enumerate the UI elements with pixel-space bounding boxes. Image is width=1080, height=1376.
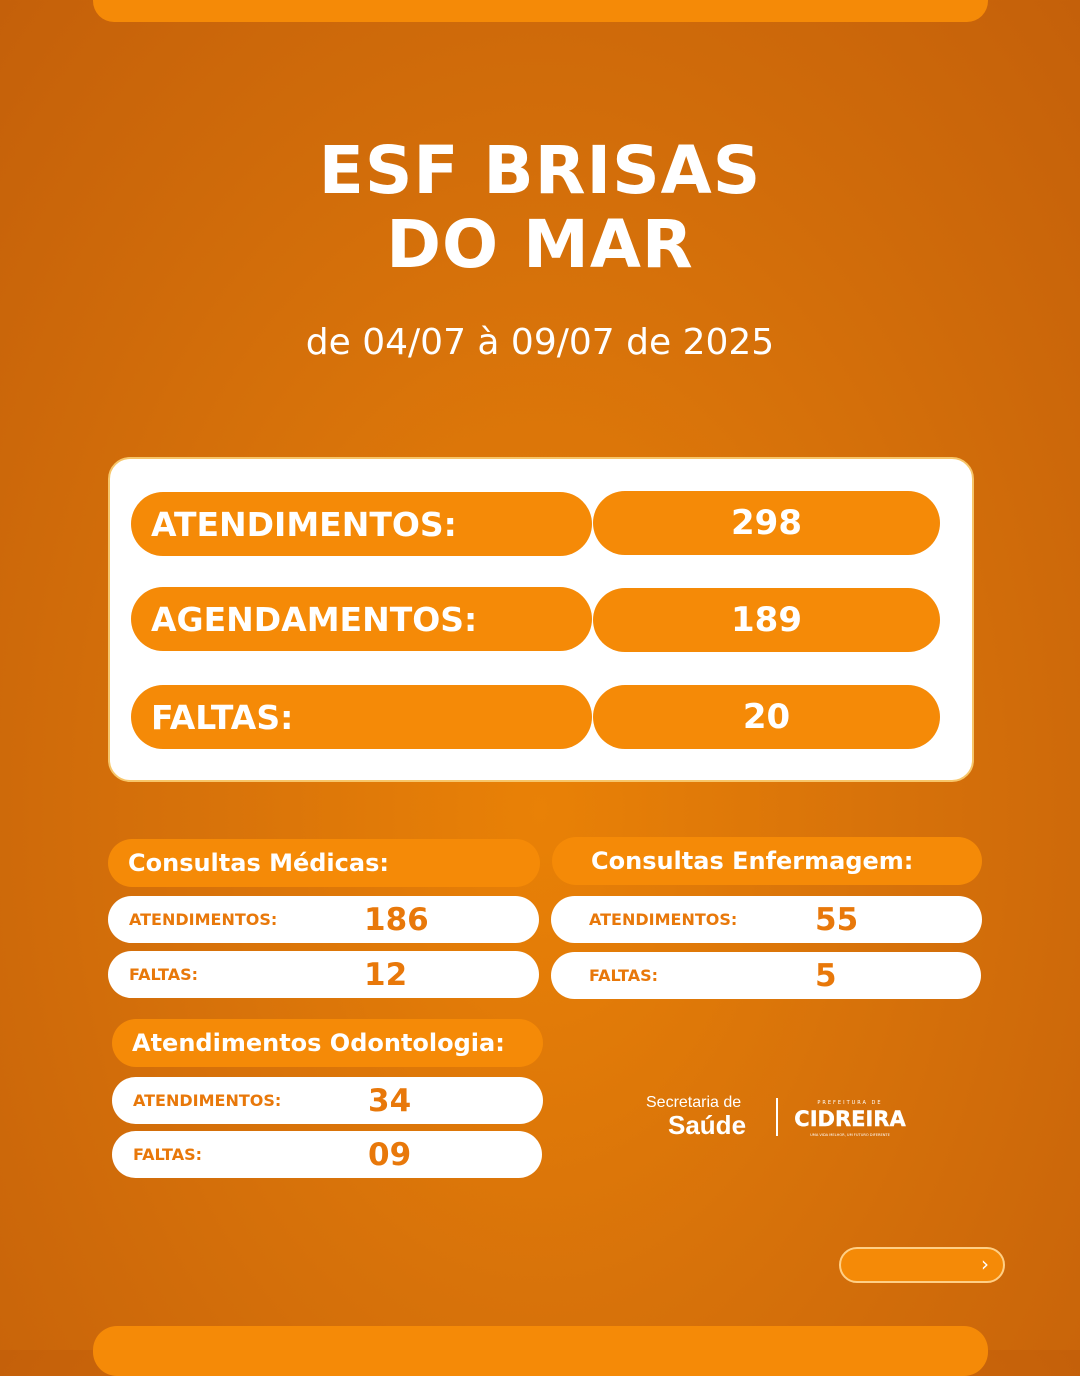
medicas-row-faltas: [108, 951, 539, 998]
summary-label-agendamentos: AGENDAMENTOS:: [131, 587, 592, 651]
logo-line-2: Saúde: [668, 1110, 747, 1140]
page-title-line-1: ESF BRISAS: [318, 132, 762, 209]
cidreira-logo-tagline: UMA VIDA MELHOR, UM FUTURO DIFERENTE: [810, 1133, 890, 1137]
summary-value-agendamentos: 189: [593, 588, 940, 652]
summary-value-faltas: 20: [593, 685, 940, 749]
medicas-atendimentos-value: 186: [364, 901, 429, 938]
odontologia-faltas-value: 09: [368, 1136, 412, 1173]
logo-line-1: Secretaria de: [646, 1094, 742, 1111]
odontologia-atendimentos-label: ATENDIMENTOS:: [133, 1091, 282, 1110]
enfermagem-row-faltas: [551, 952, 981, 999]
page-title-line-2: DO MAR: [386, 206, 694, 283]
medicas-faltas-value: 12: [364, 956, 408, 993]
summary-value-atendimentos: 298: [593, 491, 940, 555]
page-title: [0, 134, 1080, 282]
secretaria-saude-logo: [646, 1094, 916, 1144]
logo-divider: [776, 1098, 778, 1136]
medicas-faltas-label: FALTAS:: [129, 965, 198, 984]
medicas-header: Consultas Médicas:: [108, 839, 540, 887]
odontologia-header: Atendimentos Odontologia:: [112, 1019, 543, 1067]
enfermagem-atendimentos-label: ATENDIMENTOS:: [589, 910, 738, 929]
odontologia-row-faltas: [112, 1131, 542, 1178]
next-button[interactable]: [839, 1247, 1005, 1283]
medicas-row-atendimentos: [108, 896, 539, 943]
odontologia-atendimentos-value: 34: [368, 1082, 412, 1119]
date-range: de 04/07 à 09/07 de 2025: [305, 322, 775, 363]
enfermagem-atendimentos-value: 55: [815, 901, 859, 938]
chevron-right-icon: ›: [981, 1252, 989, 1276]
cidreira-logo-name: CIDREIRA: [794, 1107, 906, 1131]
enfermagem-faltas-value: 5: [815, 957, 837, 994]
top-decorative-bar: [93, 0, 988, 22]
enfermagem-faltas-label: FALTAS:: [589, 966, 658, 985]
summary-label-faltas: FALTAS:: [131, 685, 592, 749]
odontologia-faltas-label: FALTAS:: [133, 1145, 202, 1164]
cidreira-logo-icon: [788, 1096, 912, 1138]
odontologia-row-atendimentos: [112, 1077, 543, 1124]
summary-label-atendimentos: ATENDIMENTOS:: [131, 492, 592, 556]
cidreira-logo-top: PREFEITURA DE: [817, 1100, 883, 1106]
medicas-atendimentos-label: ATENDIMENTOS:: [129, 910, 278, 929]
enfermagem-row-atendimentos: [551, 896, 982, 943]
enfermagem-header: Consultas Enfermagem:: [552, 837, 982, 885]
bottom-decorative-bar: [93, 1326, 988, 1376]
